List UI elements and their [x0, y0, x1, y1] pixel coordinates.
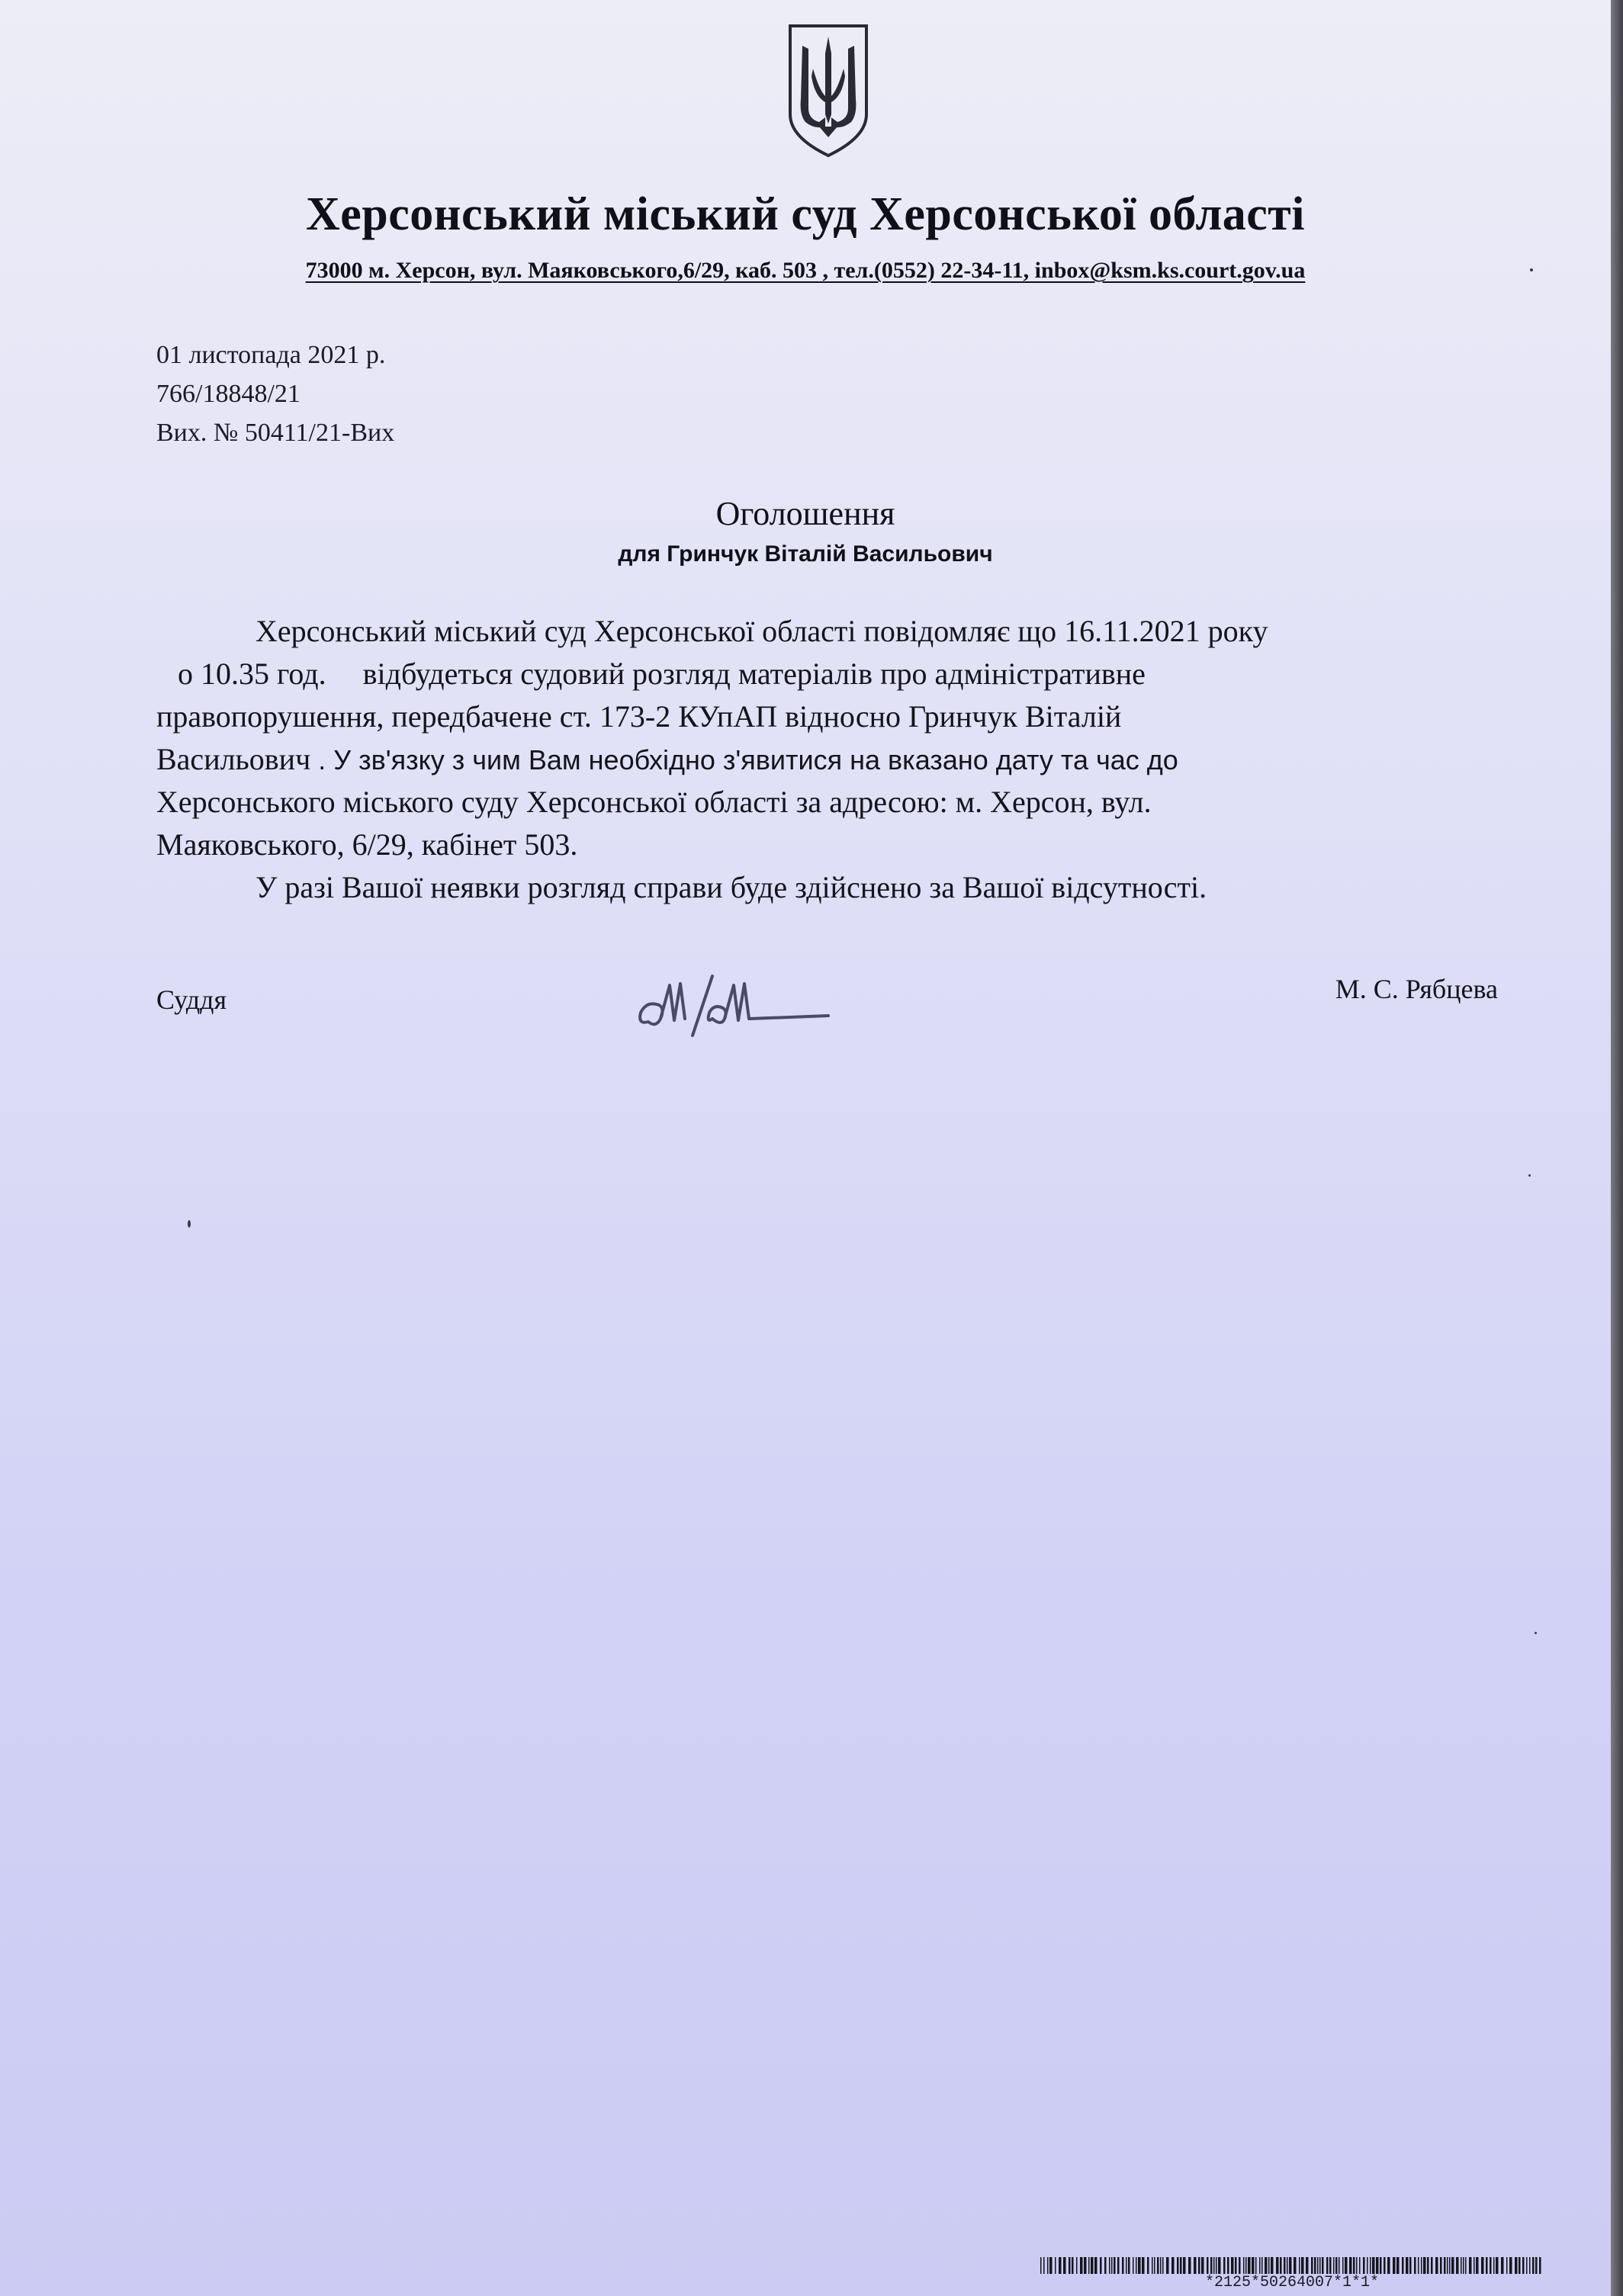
barcode-bar — [1094, 2257, 1098, 2274]
barcode-bar — [1157, 2257, 1159, 2274]
barcode-bar — [1314, 2257, 1316, 2274]
barcode-bar — [1393, 2257, 1396, 2274]
scan-speck — [1530, 268, 1533, 271]
barcode-bar — [1227, 2257, 1229, 2274]
barcode-bar — [1444, 2257, 1446, 2274]
barcode-bar — [1539, 2257, 1541, 2274]
court-address-text: 73000 м. Херсон, вул. Маяковського,6/29, каб. 503 , тел.(0552) 22-34-11, inbox@ksm.ks.court.gov.ua — [305, 258, 1306, 283]
barcode-bar — [1456, 2257, 1459, 2274]
barcode-bar — [1261, 2257, 1263, 2274]
barcode-bar — [1231, 2257, 1234, 2274]
notice-title: Оголошення — [715, 495, 895, 532]
barcode-bar — [1294, 2257, 1297, 2274]
barcode-bar — [1049, 2257, 1053, 2274]
barcode-bar — [1117, 2257, 1120, 2274]
barcode-bar — [1239, 2257, 1241, 2274]
barcode-bar — [1245, 2257, 1247, 2274]
barcode-bar — [1284, 2257, 1286, 2274]
scan-speck — [1528, 1174, 1531, 1177]
hearing-time: о 10.35 год. — [178, 657, 326, 691]
barcode-bar — [1171, 2257, 1175, 2274]
barcode-bar — [1147, 2257, 1149, 2274]
barcode-bar — [1396, 2257, 1400, 2274]
barcode-bar — [1418, 2257, 1419, 2274]
barcode-bar — [1529, 2257, 1531, 2274]
barcode-bar — [1114, 2257, 1116, 2274]
body-line: Маяковського, 6/29, кабінет 503. — [156, 827, 578, 862]
barcode-bar — [1040, 2257, 1042, 2274]
barcode-bar — [1370, 2257, 1371, 2274]
judge-role-label: Суддя — [156, 984, 227, 1015]
barcode-bar — [1223, 2257, 1226, 2274]
barcode-bar — [1522, 2257, 1525, 2274]
body-line — [156, 738, 1522, 781]
barcode-bar — [1465, 2257, 1467, 2274]
barcode-bar — [1372, 2257, 1375, 2274]
barcode-bar — [1160, 2257, 1162, 2274]
barcode-bar — [1183, 2257, 1186, 2274]
barcode-bar — [1440, 2257, 1442, 2274]
barcode-bar — [1047, 2257, 1049, 2274]
barcode-bar — [1409, 2257, 1412, 2274]
barcode-bar — [1319, 2257, 1321, 2274]
barcode-bar — [1447, 2257, 1448, 2274]
barcode-bar — [1084, 2257, 1087, 2274]
barcode-bar — [1109, 2257, 1110, 2274]
barcode-bar — [1353, 2257, 1355, 2274]
outgoing-number: Вих. № 50411/21-Вих — [156, 419, 395, 447]
barcode-bar — [1501, 2257, 1504, 2274]
barcode-bar — [1380, 2257, 1382, 2274]
barcode-bar — [1080, 2257, 1083, 2274]
barcode-bar — [1532, 2257, 1535, 2274]
barcode-bar — [1384, 2257, 1386, 2274]
barcode-bar — [1265, 2257, 1268, 2274]
barcode-bar — [1248, 2257, 1251, 2274]
barcode-bar — [1207, 2257, 1209, 2274]
barcode-bar — [1088, 2257, 1090, 2274]
notice-body — [156, 610, 1522, 909]
barcode-bar — [1122, 2257, 1124, 2274]
barcode-bar — [1287, 2257, 1288, 2274]
barcode-bar — [1213, 2257, 1215, 2274]
barcode-bar — [1055, 2257, 1056, 2274]
barcode-bar — [1449, 2257, 1451, 2274]
barcode-bar — [1104, 2257, 1107, 2274]
handwritten-signature — [633, 962, 839, 1046]
barcode-bar — [1136, 2257, 1137, 2274]
body-line: правопорушення, передбачене ст. 173-2 КУпАП відносно Гринчук Віталій — [156, 699, 1122, 734]
barcode-bar — [1069, 2257, 1071, 2274]
notice-recipient: для Гринчук Віталій Васильович — [618, 541, 993, 567]
barcode-bar — [1359, 2257, 1361, 2274]
barcode-bar — [1252, 2257, 1255, 2274]
barcode-bar — [1188, 2257, 1191, 2274]
barcode-bar — [1506, 2257, 1508, 2274]
barcode-bar — [1363, 2257, 1365, 2274]
barcode-bar — [1210, 2257, 1213, 2274]
barcode-bar — [1306, 2257, 1309, 2274]
barcode-bar — [1216, 2257, 1217, 2274]
barcode-bar — [1356, 2257, 1358, 2274]
barcode-bar — [1194, 2257, 1197, 2274]
barcode-bar — [1519, 2257, 1521, 2274]
barcode-bar — [1198, 2257, 1200, 2274]
barcode-bar — [1299, 2257, 1300, 2274]
barcode-bar — [1301, 2257, 1304, 2274]
body-line: Херсонський міський суд Херсонської області повідомляє що 16.11.2021 року — [256, 614, 1268, 648]
barcode-bar — [1376, 2257, 1379, 2274]
barcode-bar — [1515, 2257, 1518, 2274]
barcode-bar — [1469, 2257, 1472, 2274]
barcode-bar — [1329, 2257, 1332, 2274]
barcode-bar — [1342, 2257, 1344, 2274]
barcode-bar — [1367, 2257, 1368, 2274]
barcode-bar — [1345, 2257, 1348, 2274]
barcode-bar — [1180, 2257, 1182, 2274]
barcode-bar — [1063, 2257, 1066, 2274]
barcode-bar — [1133, 2257, 1134, 2274]
body-line: Херсонського міського суду Херсонської області за адресою: м. Херсон, вул. — [156, 785, 1152, 819]
barcode-bar — [1451, 2257, 1454, 2274]
barcode-bar — [1414, 2257, 1416, 2274]
case-number: 766/18848/21 — [156, 380, 300, 408]
barcode-bar — [1509, 2257, 1512, 2274]
scan-speck — [1535, 1632, 1537, 1634]
barcode-bar — [1421, 2257, 1422, 2274]
barcode-bar — [1339, 2257, 1340, 2274]
body-line — [156, 653, 1522, 695]
barcode-bar — [1474, 2257, 1475, 2274]
barcode-bar — [1333, 2257, 1335, 2274]
barcode-bar — [1268, 2257, 1270, 2274]
barcode-bar — [1076, 2257, 1078, 2274]
barcode-bar — [1111, 2257, 1113, 2274]
court-title: Херсонський міський суд Херсонської області — [306, 188, 1305, 240]
barcode-bar — [1493, 2257, 1495, 2274]
barcode-bar — [1481, 2257, 1484, 2274]
barcode-bar — [1162, 2257, 1164, 2274]
barcode-bar — [1435, 2257, 1438, 2274]
barcode-bar — [1431, 2257, 1433, 2274]
barcode-bar — [1387, 2257, 1390, 2274]
barcode-bar — [1311, 2257, 1313, 2274]
barcode-bar — [1276, 2257, 1279, 2274]
body-text-segment: Васильович — [156, 742, 311, 776]
barcode-bar — [1406, 2257, 1409, 2274]
barcode-bar — [1177, 2257, 1179, 2274]
document-date: 01 листопада 2021 р. — [156, 341, 386, 369]
barcode-bar — [1043, 2257, 1045, 2274]
judge-name: М. С. Рябцева — [1335, 974, 1498, 1004]
barcode-bar — [1243, 2257, 1245, 2274]
barcode-bar — [1091, 2257, 1094, 2274]
scan-speck — [188, 1220, 191, 1228]
court-address — [0, 258, 1611, 284]
barcode-bar — [1496, 2257, 1499, 2274]
barcode-bar — [1335, 2257, 1338, 2274]
barcode-bar — [1255, 2257, 1257, 2274]
barcode-bar — [1476, 2257, 1479, 2274]
barcode-bar — [1280, 2257, 1282, 2274]
barcode-bar — [1154, 2257, 1155, 2274]
barcode-bar — [1218, 2257, 1221, 2274]
barcode-bar — [1402, 2257, 1404, 2274]
body-line: У разі Вашої неявки розгляд справи буде здійснено за Вашої відсутності. — [256, 870, 1207, 904]
barcode-bar — [1100, 2257, 1102, 2274]
page-edge-shadow — [1611, 0, 1623, 2296]
barcode-bar — [1461, 2257, 1462, 2274]
barcode-bar — [1535, 2257, 1538, 2274]
barcode-bar — [1322, 2257, 1324, 2274]
barcode-bar — [1526, 2257, 1528, 2274]
barcode-bar — [1349, 2257, 1352, 2274]
barcode-bar — [1326, 2257, 1329, 2274]
barcode-bar — [1059, 2257, 1062, 2274]
barcode-bar — [1490, 2257, 1492, 2274]
barcode-bar — [1427, 2257, 1429, 2274]
barcode-bar — [1152, 2257, 1153, 2274]
barcode-bar — [1289, 2257, 1292, 2274]
barcode-bar — [1235, 2257, 1237, 2274]
barcode-bar — [1486, 2257, 1488, 2274]
barcode-bar — [1072, 2257, 1074, 2274]
barcode-bar — [1463, 2257, 1464, 2274]
body-text-segment: . У зв'язку з чим Вам необхідно з'явитися на вказано дату та час до — [318, 744, 1178, 776]
barcode-bar — [1423, 2257, 1426, 2274]
barcode-bar — [1142, 2257, 1145, 2274]
barcode-bar — [1259, 2257, 1261, 2274]
barcode-bar — [1317, 2257, 1319, 2274]
coat-of-arms-icon — [786, 23, 871, 159]
barcode-bar — [1166, 2257, 1169, 2274]
document-meta — [156, 336, 394, 452]
barcode — [1040, 2257, 1544, 2274]
barcode-bar — [1201, 2257, 1204, 2274]
barcode-bar — [1128, 2257, 1130, 2274]
barcode-text: *2125*50264007*1*1* — [1204, 2274, 1380, 2291]
barcode-bar — [1138, 2257, 1141, 2274]
barcode-bar — [1271, 2257, 1274, 2274]
barcode-bar — [1126, 2257, 1127, 2274]
body-text-segment: відбудеться судовий розгляд матеріалів про адміністративне — [362, 657, 1146, 691]
